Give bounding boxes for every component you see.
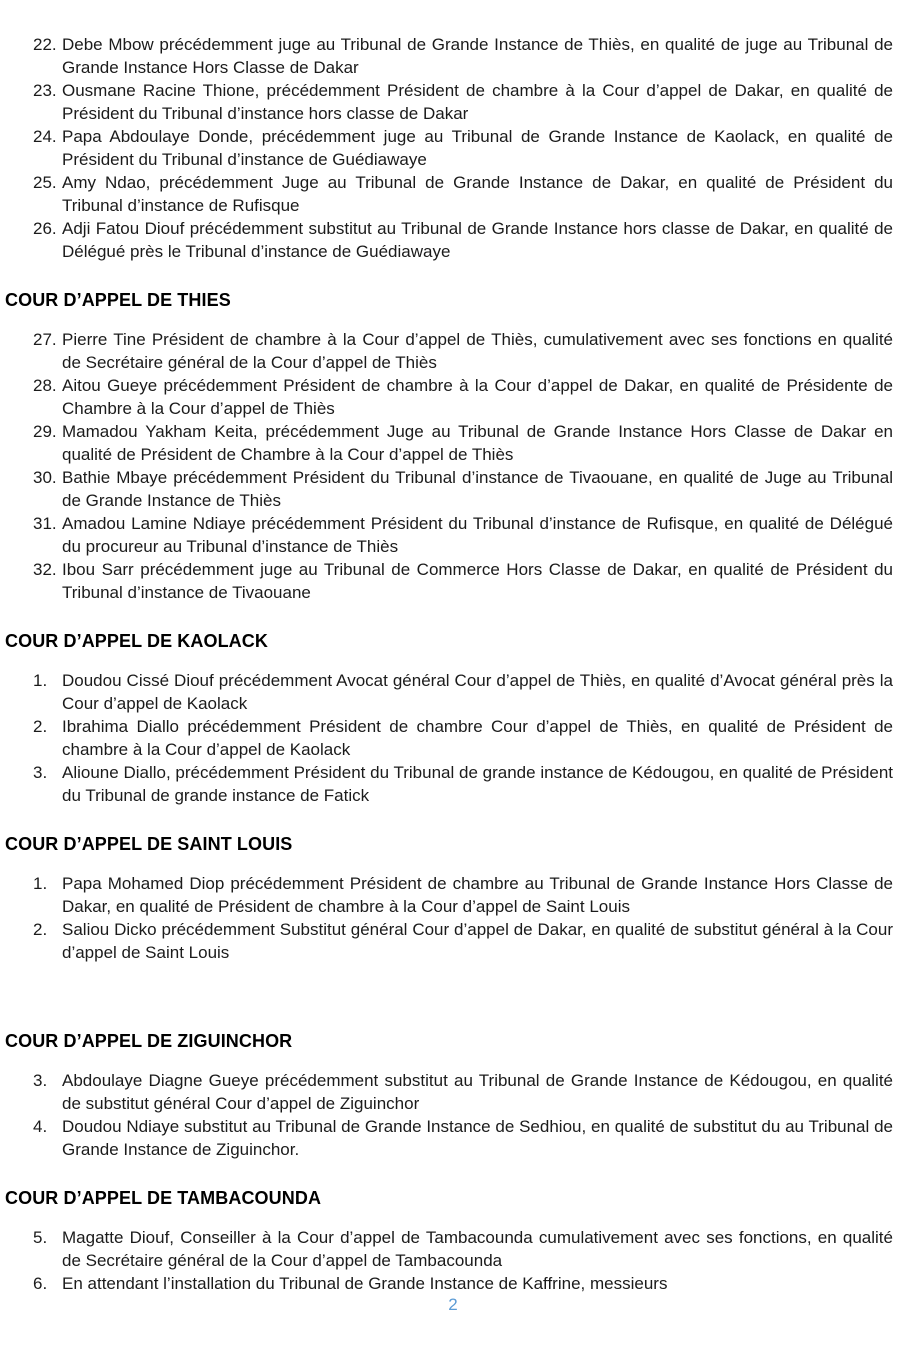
item-number: 1. xyxy=(33,671,48,690)
item-text: Amy Ndao, précédemment Juge au Tribunal de Grande Instance de Dakar, en qualité de Président du Tribunal d’instance de Rufisque xyxy=(62,173,893,215)
item-text: Pierre Tine Président de chambre à la Cour d’appel de Thiès, cumulativement avec ses fonctions en qualité de Secrétaire général de la Cour d’appel de Thiès xyxy=(62,330,893,372)
appointments-list xyxy=(33,1069,893,1161)
list-item xyxy=(33,328,893,374)
list-item xyxy=(33,79,893,125)
section-heading: COUR D’APPEL DE SAINT LOUIS xyxy=(5,834,293,854)
item-number: 27. xyxy=(33,330,57,349)
item-text: Papa Mohamed Diop précédemment Président de chambre au Tribunal de Grande Instance Hors Classe de Dakar, en qualité de Président de chambre à la Cour d’appel de Saint Louis xyxy=(62,874,893,916)
item-number: 26. xyxy=(33,219,57,238)
appointments-list xyxy=(33,328,893,604)
item-text: Ibrahima Diallo précédemment Président de chambre Cour d’appel de Thiès, en qualité de Président de chambre à la Cour d’appel de Kaolack xyxy=(62,717,893,759)
item-number: 30. xyxy=(33,468,57,487)
list-item xyxy=(33,669,893,715)
page-number: 2 xyxy=(448,1295,458,1314)
item-text: Abdoulaye Diagne Gueye précédemment substitut au Tribunal de Grande Instance de Kédougou, en qualité de substitut général Cour d’appel de Ziguinchor xyxy=(62,1071,893,1113)
appointments-list xyxy=(33,872,893,964)
item-text: Saliou Dicko précédemment Substitut général Cour d’appel de Dakar, en qualité de substitut général à la Cour d’appel de Saint Louis xyxy=(62,920,893,962)
appointments-list xyxy=(33,33,893,263)
appointments-list xyxy=(33,1226,893,1295)
list-item xyxy=(33,171,893,217)
item-text: Alioune Diallo, précédemment Président du Tribunal de grande instance de Kédougou, en qualité de Président du Tribunal de grande instance de Fatick xyxy=(62,763,893,805)
list-item xyxy=(33,761,893,807)
item-number: 6. xyxy=(33,1274,48,1293)
list-item xyxy=(33,1272,893,1295)
item-text: Doudou Cissé Diouf précédemment Avocat général Cour d’appel de Thiès, en qualité d’Avocat général près la Cour d’appel de Kaolack xyxy=(62,671,893,713)
list-item xyxy=(33,872,893,918)
list-item xyxy=(33,374,893,420)
item-number: 2. xyxy=(33,920,48,939)
item-text: Amadou Lamine Ndiaye précédemment Président du Tribunal d’instance de Rufisque, en qualité de Délégué du procureur au Tribunal d’instance de Thiès xyxy=(62,514,893,556)
item-text: Magatte Diouf, Conseiller à la Cour d’appel de Tambacounda cumulativement avec ses fonctions, en qualité de Secrétaire général de la Cour d’appel de Tambacounda xyxy=(62,1228,893,1270)
section-heading: COUR D’APPEL DE THIES xyxy=(5,290,231,310)
list-item xyxy=(33,512,893,558)
item-number: 23. xyxy=(33,81,57,100)
list-item xyxy=(33,217,893,263)
item-text: En attendant l’installation du Tribunal de Grande Instance de Kaffrine, messieurs xyxy=(62,1274,668,1293)
item-text: Ibou Sarr précédemment juge au Tribunal de Commerce Hors Classe de Dakar, en qualité de Président du Tribunal d’instance de Tivaouane xyxy=(62,560,893,602)
item-text: Debe Mbow précédemment juge au Tribunal de Grande Instance de Thiès, en qualité de juge au Tribunal de Grande Instance Hors Classe de Dakar xyxy=(62,35,893,77)
item-number: 24. xyxy=(33,127,57,146)
list-item xyxy=(33,466,893,512)
item-text: Ousmane Racine Thione, précédemment Président de chambre à la Cour d’appel de Dakar, en qualité de Président du Tribunal d’instance hors classe de Dakar xyxy=(62,81,893,123)
section-heading: COUR D’APPEL DE TAMBACOUNDA xyxy=(5,1188,322,1208)
item-number: 25. xyxy=(33,173,57,192)
section-heading: COUR D’APPEL DE ZIGUINCHOR xyxy=(5,1031,293,1051)
list-item xyxy=(33,33,893,79)
item-text: Bathie Mbaye précédemment Président du Tribunal d’instance de Tivaouane, en qualité de Juge au Tribunal de Grande Instance de Thiès xyxy=(62,468,893,510)
item-number: 5. xyxy=(33,1228,48,1247)
item-number: 22. xyxy=(33,35,57,54)
item-number: 32. xyxy=(33,560,57,579)
item-number: 4. xyxy=(33,1117,48,1136)
item-number: 31. xyxy=(33,514,57,533)
item-number: 28. xyxy=(33,376,57,395)
item-number: 2. xyxy=(33,717,48,736)
item-text: Doudou Ndiaye substitut au Tribunal de Grande Instance de Sedhiou, en qualité de substitut du au Tribunal de Grande Instance de Ziguinchor. xyxy=(62,1117,893,1159)
item-text: Adji Fatou Diouf précédemment substitut au Tribunal de Grande Instance hors classe de Dakar, en qualité de Délégué près le Tribunal d’instance de Guédiawaye xyxy=(62,219,893,261)
appointments-list xyxy=(33,669,893,807)
list-item xyxy=(33,420,893,466)
item-text: Aitou Gueye précédemment Président de chambre à la Cour d’appel de Dakar, en qualité de Présidente de Chambre à la Cour d’appel de Thiès xyxy=(62,376,893,418)
item-number: 3. xyxy=(33,763,48,782)
list-item xyxy=(33,1069,893,1115)
list-item xyxy=(33,1115,893,1161)
list-item xyxy=(33,918,893,964)
list-item xyxy=(33,715,893,761)
list-item xyxy=(33,125,893,171)
list-item xyxy=(33,1226,893,1272)
item-text: Mamadou Yakham Keita, précédemment Juge au Tribunal de Grande Instance Hors Classe de Dakar en qualité de Président de Chambre à la Cour d’appel de Thiès xyxy=(62,422,893,464)
item-number: 1. xyxy=(33,874,48,893)
list-item xyxy=(33,558,893,604)
section-heading: COUR D’APPEL DE KAOLACK xyxy=(5,631,268,651)
item-text: Papa Abdoulaye Donde, précédemment juge au Tribunal de Grande Instance de Kaolack, en qualité de Président du Tribunal d’instance de Guédiawaye xyxy=(62,127,893,169)
item-number: 3. xyxy=(33,1071,48,1090)
item-number: 29. xyxy=(33,422,57,441)
